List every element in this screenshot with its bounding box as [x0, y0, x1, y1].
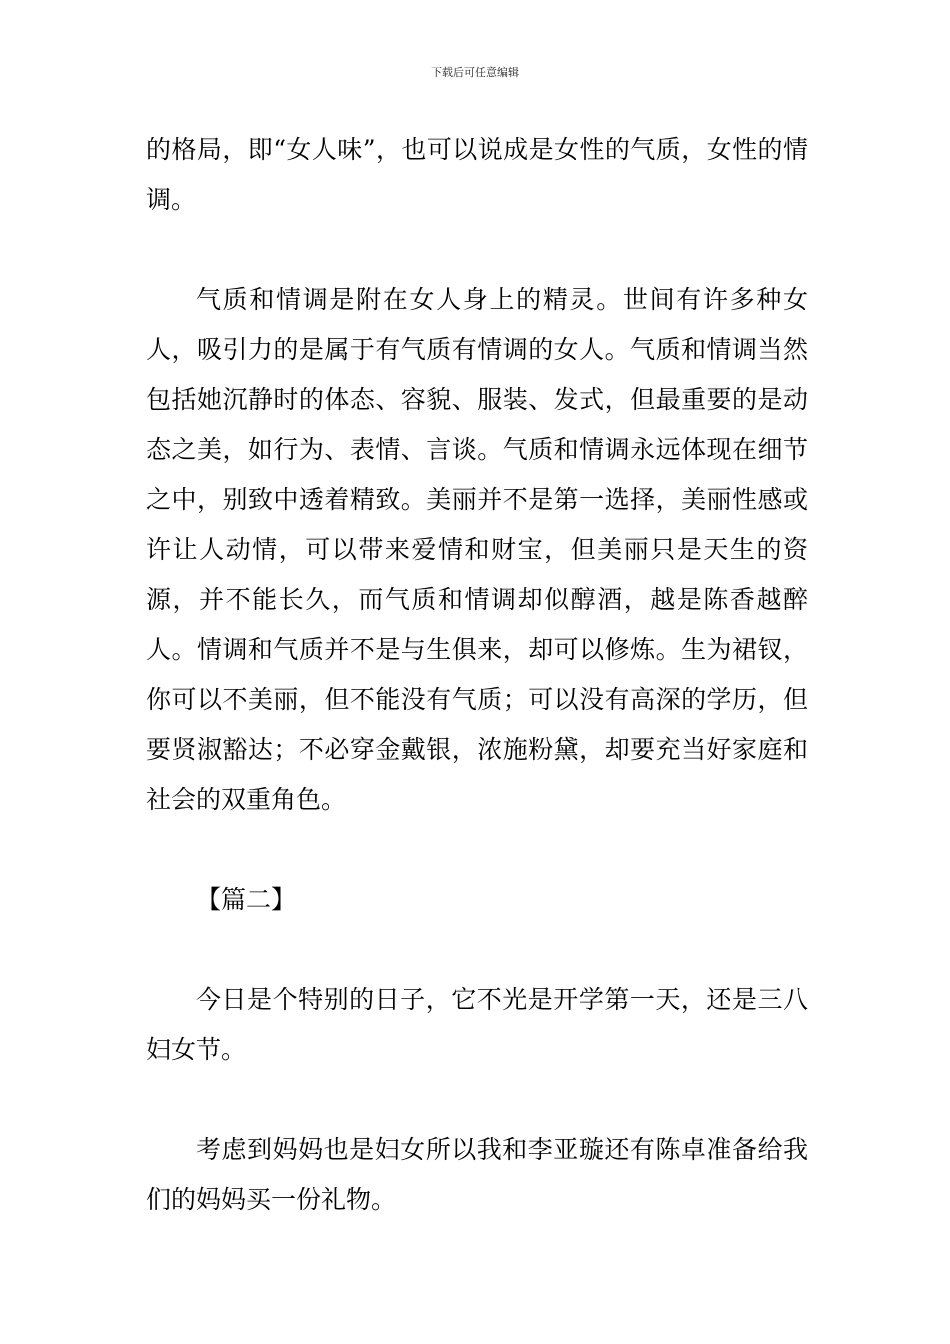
page-header: 下载后可任意编辑 [431, 66, 519, 79]
document-body [146, 125, 808, 1225]
paragraph-gap [146, 1075, 808, 1125]
paragraph-temperament: 气质和情调是附在女人身上的精灵。世间有许多种女人，吸引力的是属于有气质有情调的女人。气质和情调当然包括她沉静时的体态、容貌、服装、发式，但最重要的是动态之美，如行为、表情、言谈。气质和情调永远体现在细节之中，别致中透着精致。美丽并不是第一选择，美丽性感或许让人动情，可以带来爱情和财宝，但美丽只是天生的资源，并不能长久，而气质和情调却似醇酒，越是陈香越醉人。情调和气质并不是与生俱来，却可以修炼。生为裙钗，你可以不美丽，但不能没有气质；可以没有高深的学历，但要贤淑豁达；不必穿金戴银，浓施粉黛，却要充当好家庭和社会的双重角色。 [146, 285, 808, 814]
paragraph-gap [146, 925, 808, 975]
paragraph-gap [146, 825, 808, 875]
paragraph-special-day: 今日是个特别的日子，它不光是开学第一天，还是三八妇女节。 [146, 985, 808, 1064]
paragraph-gift: 考虑到妈妈也是妇女所以我和李亚璇还有陈卓准备给我们的妈妈买一份礼物。 [146, 1135, 808, 1214]
paragraph-gap [146, 225, 808, 275]
paragraph-continuation: 的格局，即“女人味”，也可以说成是女性的气质，女性的情调。 [146, 135, 808, 214]
section-heading: 【篇二】 [196, 885, 297, 914]
